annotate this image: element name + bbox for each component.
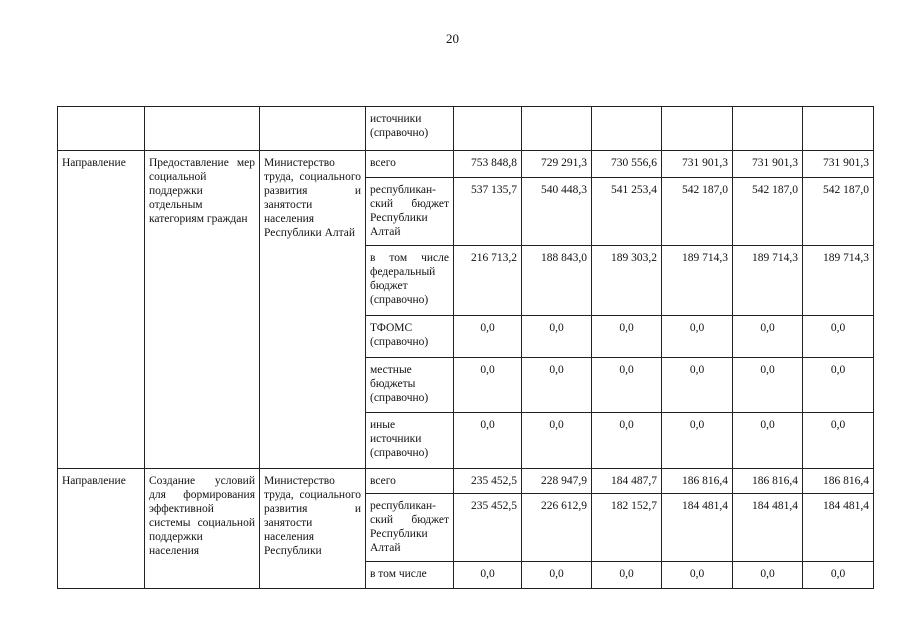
- value-cell: 184 481,4: [733, 494, 803, 562]
- budget-table: [57, 106, 874, 589]
- value-cell: 189 303,2: [592, 246, 662, 316]
- value-cell: 0,0: [522, 413, 592, 469]
- value-cell: 0,0: [803, 413, 874, 469]
- value-cell: 0,0: [803, 562, 874, 589]
- value-cell: 0,0: [454, 358, 522, 413]
- value-cell: 182 152,7: [592, 494, 662, 562]
- value-cell: 542 187,0: [803, 178, 874, 246]
- value-cell: 0,0: [522, 316, 592, 358]
- value-cell: 189 714,3: [662, 246, 733, 316]
- value-cell: 184 487,7: [592, 469, 662, 494]
- cell-empty: [662, 107, 733, 151]
- value-cell: 189 714,3: [733, 246, 803, 316]
- cell-empty: [803, 107, 874, 151]
- value-cell: 0,0: [522, 358, 592, 413]
- value-cell: 0,0: [733, 358, 803, 413]
- value-cell: 542 187,0: [662, 178, 733, 246]
- table-row: [58, 107, 874, 151]
- cell-empty: [522, 107, 592, 151]
- source-label: иные источники (справочно): [366, 413, 454, 469]
- table-row: [58, 469, 874, 494]
- value-cell: 0,0: [522, 562, 592, 589]
- value-cell: 0,0: [592, 413, 662, 469]
- value-cell: 235 452,5: [454, 494, 522, 562]
- value-cell: 0,0: [662, 316, 733, 358]
- value-cell: 184 481,4: [662, 494, 733, 562]
- value-cell: 0,0: [733, 562, 803, 589]
- value-cell: 541 253,4: [592, 178, 662, 246]
- value-cell: 753 848,8: [454, 151, 522, 178]
- source-label: в том числе федеральный бюджет (справочно): [366, 246, 454, 316]
- value-cell: 0,0: [592, 316, 662, 358]
- source-label: республикан-ский бюджет Республики Алтай: [366, 494, 454, 562]
- value-cell: 540 448,3: [522, 178, 592, 246]
- cell-empty: [733, 107, 803, 151]
- value-cell: 537 135,7: [454, 178, 522, 246]
- value-cell: 731 901,3: [733, 151, 803, 178]
- value-cell: 216 713,2: [454, 246, 522, 316]
- direction-name: Создание условий для формирования эффективной системы социальной поддержки населения: [145, 469, 260, 589]
- value-cell: 0,0: [803, 316, 874, 358]
- value-cell: 731 901,3: [803, 151, 874, 178]
- value-cell: 226 612,9: [522, 494, 592, 562]
- value-cell: 186 816,4: [803, 469, 874, 494]
- value-cell: 730 556,6: [592, 151, 662, 178]
- value-cell: 189 714,3: [803, 246, 874, 316]
- direction-label: Направление: [58, 151, 145, 469]
- source-label: местные бюджеты (справочно): [366, 358, 454, 413]
- direction-label: Направление: [58, 469, 145, 589]
- source-label: источники (справочно): [366, 107, 454, 151]
- value-cell: 0,0: [662, 358, 733, 413]
- cell-empty: [145, 107, 260, 151]
- cell-empty: [592, 107, 662, 151]
- value-cell: 0,0: [803, 358, 874, 413]
- value-cell: 729 291,3: [522, 151, 592, 178]
- source-label: всего: [366, 469, 454, 494]
- value-cell: 186 816,4: [662, 469, 733, 494]
- value-cell: 0,0: [592, 562, 662, 589]
- source-label: ТФОМС (справочно): [366, 316, 454, 358]
- table-row: [58, 151, 874, 178]
- source-label: республикан-ский бюджет Республики Алтай: [366, 178, 454, 246]
- value-cell: 542 187,0: [733, 178, 803, 246]
- cell-empty: [58, 107, 145, 151]
- value-cell: 228 947,9: [522, 469, 592, 494]
- value-cell: 0,0: [662, 562, 733, 589]
- value-cell: 0,0: [733, 316, 803, 358]
- value-cell: 0,0: [454, 316, 522, 358]
- cell-empty: [260, 107, 366, 151]
- value-cell: 188 843,0: [522, 246, 592, 316]
- cell-empty: [454, 107, 522, 151]
- value-cell: 235 452,5: [454, 469, 522, 494]
- source-label: в том числе: [366, 562, 454, 589]
- direction-name: Предоставление мер социальной поддержки отдельным категориям граждан: [145, 151, 260, 469]
- page-number: 20: [446, 31, 459, 46]
- value-cell: 0,0: [454, 562, 522, 589]
- executor-name: Министерство труда, социального развития и занятости населения Республики: [260, 469, 366, 589]
- value-cell: 0,0: [592, 358, 662, 413]
- value-cell: 731 901,3: [662, 151, 733, 178]
- value-cell: 0,0: [454, 413, 522, 469]
- executor-name: Министерство труда, социального развития и занятости населения Республики Алтай: [260, 151, 366, 469]
- value-cell: 0,0: [662, 413, 733, 469]
- source-label: всего: [366, 151, 454, 178]
- value-cell: 184 481,4: [803, 494, 874, 562]
- value-cell: 186 816,4: [733, 469, 803, 494]
- value-cell: 0,0: [733, 413, 803, 469]
